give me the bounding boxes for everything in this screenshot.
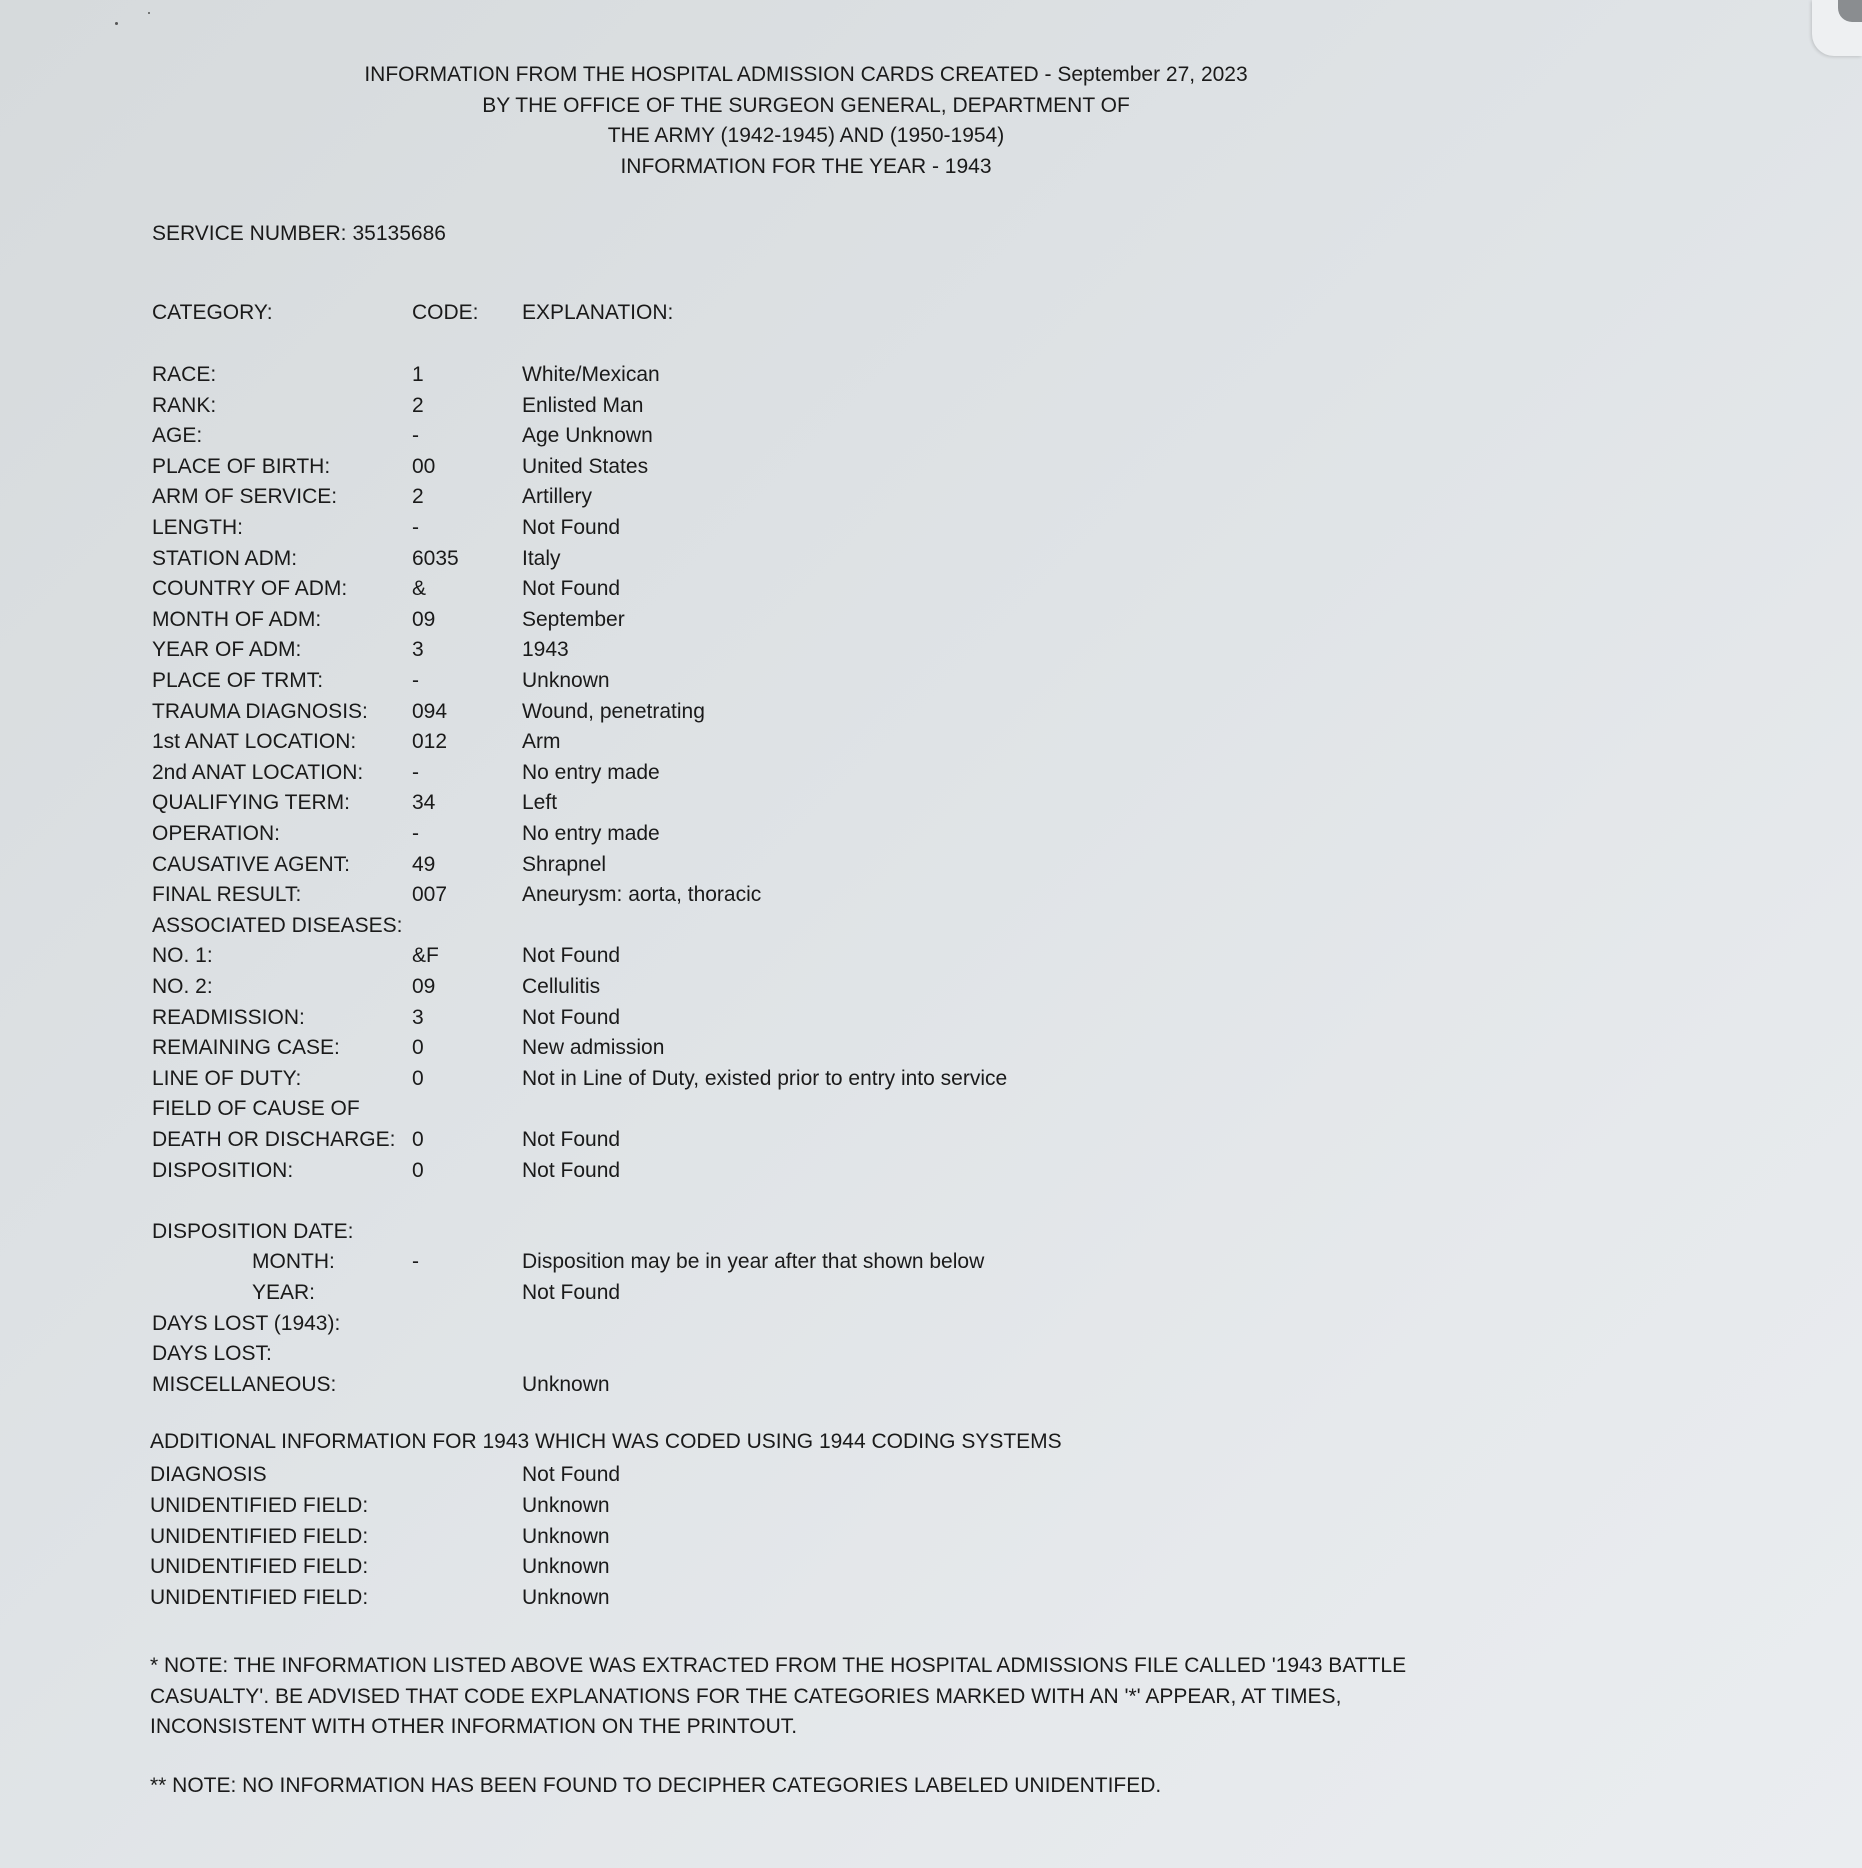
- record-code: 00: [412, 454, 436, 478]
- record-category: LENGTH:: [152, 516, 244, 539]
- record-category: DISPOSITION DATE:: [152, 1219, 354, 1243]
- additional-category: UNIDENTIFIED FIELD:: [150, 1586, 369, 1610]
- record-explanation: White/Mexican: [522, 363, 660, 386]
- record-explanation: Unknown: [522, 669, 610, 692]
- record-category: DISPOSITION:: [152, 1158, 294, 1182]
- additional-info-title: ADDITIONAL INFORMATION FOR 1943 WHICH WAS CODED USING 1944 CODING SYSTEMS: [150, 1430, 1062, 1453]
- record-explanation: New admission: [522, 1036, 665, 1060]
- record-category: PLACE OF TRMT:: [152, 669, 324, 692]
- record-explanation: No entry made: [522, 760, 660, 784]
- record-code: 0: [412, 1128, 424, 1151]
- record-explanation: September: [522, 607, 625, 631]
- record-category: OPERATION:: [152, 822, 280, 845]
- note-unidentified: ** NOTE: NO INFORMATION HAS BEEN FOUND TO DECIPHER CATEGORIES LABELED UNIDENTIFED.: [150, 1774, 1162, 1797]
- record-category: FINAL RESULT:: [152, 883, 302, 907]
- record-code: &F: [412, 944, 439, 968]
- record-category: YEAR:: [252, 1281, 316, 1304]
- additional-explanation: Unknown: [522, 1524, 610, 1548]
- record-code: -: [412, 822, 419, 845]
- note-battle-casualty: * NOTE: THE INFORMATION LISTED ABOVE WAS EXTRACTED FROM THE HOSPITAL ADMISSIONS FILE CALLED '1943 BATTLE CASUALTY'. BE ADVISED THAT CODE EXPLANATIONS FOR THE CATEGORIES MARKED WITH AN '*' APPEAR, AT TIMES, INCONSISTENT WITH OTHER INFORMATION ON THE PRINTOUT.: [150, 1654, 1407, 1738]
- record-code: 012: [412, 730, 448, 754]
- record-category: FIELD OF CAUSE OF: [152, 1097, 360, 1121]
- record-category: NO. 1:: [152, 944, 213, 968]
- record-code: &: [412, 577, 427, 601]
- record-category: LINE OF DUTY:: [152, 1066, 302, 1090]
- record-category: PLACE OF BIRTH:: [152, 454, 331, 478]
- record-category: MISCELLANEOUS:: [152, 1372, 337, 1396]
- record-code: 0: [412, 1036, 424, 1060]
- record-explanation: Left: [522, 791, 558, 815]
- record-category: COUNTRY OF ADM:: [152, 577, 348, 601]
- record-explanation: Unknown: [522, 1372, 610, 1396]
- record-explanation: Aneurysm: aorta, thoracic: [522, 883, 762, 907]
- record-explanation: Not Found: [522, 1005, 621, 1029]
- record-code: 34: [412, 791, 436, 815]
- record-code: -: [412, 669, 419, 692]
- record-explanation: Enlisted Man: [522, 393, 644, 417]
- paper-speck: [115, 22, 118, 25]
- record-category: RANK:: [152, 393, 217, 417]
- additional-category: UNIDENTIFIED FIELD:: [150, 1524, 369, 1548]
- record-code: 1: [412, 363, 424, 386]
- record-category: DAYS LOST:: [152, 1342, 272, 1366]
- record-explanation: Italy: [522, 546, 561, 570]
- record-code: 094: [412, 699, 448, 723]
- record-explanation: Not Found: [522, 1281, 621, 1304]
- record-category: TRAUMA DIAGNOSIS:: [152, 699, 368, 723]
- explanation-header: EXPLANATION:: [522, 301, 674, 324]
- record-explanation: Not Found: [522, 1158, 621, 1182]
- additional-category: UNIDENTIFIED FIELD:: [150, 1493, 369, 1517]
- record-explanation: Disposition may be in year after that shown below: [522, 1250, 985, 1274]
- record-category: CAUSATIVE AGENT:: [152, 852, 350, 876]
- additional-category: UNIDENTIFIED FIELD:: [150, 1555, 369, 1579]
- record-explanation: Shrapnel: [522, 852, 607, 876]
- header-line: INFORMATION FOR THE YEAR - 1943: [620, 154, 992, 178]
- record-explanation: Not in Line of Duty, existed prior to entry into service: [522, 1066, 1008, 1090]
- record-explanation: Not Found: [522, 944, 621, 968]
- record-category: ARM OF SERVICE:: [152, 485, 338, 509]
- record-explanation: 1943: [522, 638, 569, 662]
- page-corner-tab: [1812, 0, 1862, 56]
- additional-explanation: Unknown: [522, 1493, 610, 1517]
- record-explanation: No entry made: [522, 822, 660, 845]
- record-code: -: [412, 516, 419, 539]
- record-explanation: Not Found: [522, 1128, 621, 1151]
- record-explanation: Age Unknown: [522, 424, 653, 448]
- service-number-value: 35135686: [352, 222, 446, 245]
- record-explanation: Artillery: [522, 485, 593, 509]
- header-line: INFORMATION FROM THE HOSPITAL ADMISSION CARDS CREATED - September 27, 2023: [364, 63, 1248, 86]
- category-header: CATEGORY:: [152, 301, 273, 324]
- record-category: MONTH OF ADM:: [152, 607, 322, 631]
- record-category: DEATH OR DISCHARGE:: [152, 1128, 396, 1151]
- record-code: 09: [412, 975, 436, 998]
- record-category: 1st ANAT LOCATION:: [152, 730, 357, 754]
- record-category: DAYS LOST (1943):: [152, 1311, 341, 1335]
- record-category: QUALIFYING TERM:: [152, 791, 350, 815]
- record-category: NO. 2:: [152, 975, 213, 998]
- additional-explanation: Not Found: [522, 1463, 621, 1486]
- record-category: AGE:: [152, 424, 203, 448]
- record-code: -: [412, 1250, 419, 1274]
- record-code: 49: [412, 852, 436, 876]
- code-header: CODE:: [412, 301, 479, 324]
- service-number: [152, 222, 446, 246]
- record-category: YEAR OF ADM:: [152, 638, 302, 662]
- service-number-label: SERVICE NUMBER:: [152, 222, 347, 245]
- record-code: -: [412, 760, 419, 784]
- record-code: 3: [412, 638, 424, 662]
- additional-explanation: Unknown: [522, 1586, 610, 1610]
- record-category: REMAINING CASE:: [152, 1036, 340, 1060]
- header-line: THE ARMY (1942-1945) AND (1950-1954): [607, 124, 1005, 147]
- document-header: [0, 60, 1612, 182]
- record-code: 2: [412, 485, 424, 509]
- additional-explanation: Unknown: [522, 1555, 610, 1579]
- record-category: MONTH:: [252, 1250, 335, 1274]
- record-category: ASSOCIATED DISEASES:: [152, 913, 403, 937]
- record-code: 007: [412, 883, 448, 907]
- record-explanation: United States: [522, 454, 649, 478]
- record-code: 0: [412, 1066, 424, 1090]
- record-category: RACE:: [152, 363, 217, 386]
- record-code: 6035: [412, 546, 459, 570]
- record-category: 2nd ANAT LOCATION:: [152, 760, 364, 784]
- record-code: 0: [412, 1158, 424, 1182]
- header-line: BY THE OFFICE OF THE SURGEON GENERAL, DEPARTMENT OF: [482, 93, 1130, 117]
- record-code: 2: [412, 393, 424, 417]
- paper-speck: [148, 12, 150, 14]
- record-explanation: Cellulitis: [522, 975, 601, 998]
- record-explanation: Arm: [522, 730, 561, 754]
- additional-category: DIAGNOSIS: [150, 1463, 267, 1486]
- record-explanation: Not Found: [522, 516, 621, 539]
- record-explanation: Not Found: [522, 577, 621, 601]
- record-code: 3: [412, 1005, 424, 1029]
- record-category: STATION ADM:: [152, 546, 298, 570]
- record-code: -: [412, 424, 419, 448]
- record-explanation: Wound, penetrating: [522, 699, 705, 723]
- record-category: READMISSION:: [152, 1005, 305, 1029]
- record-code: 09: [412, 607, 436, 631]
